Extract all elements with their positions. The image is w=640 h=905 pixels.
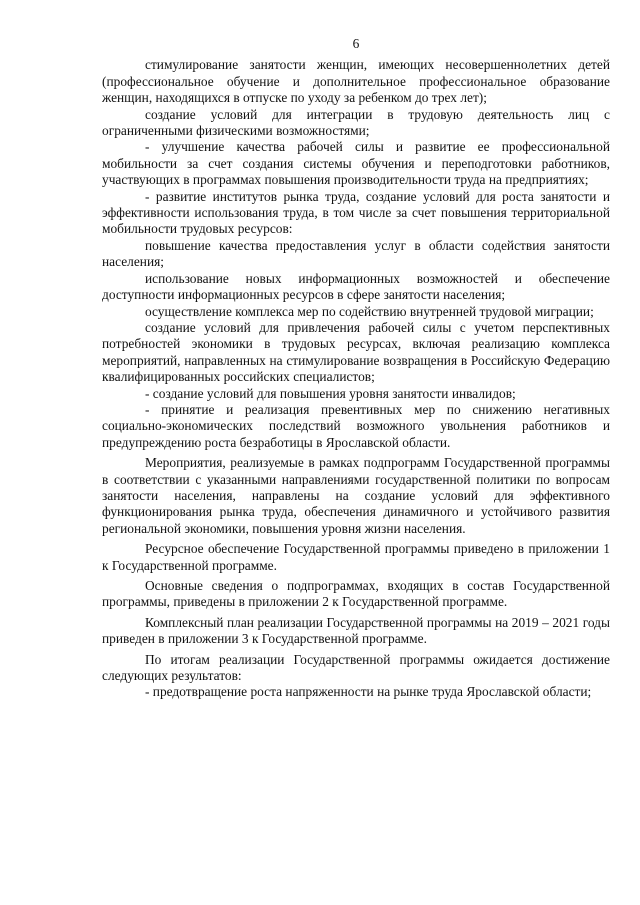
paragraph-information-resources: использование новых информационных возможностей и обеспечение доступности информационных ресурсов в сфере занятости населения;	[102, 270, 610, 303]
paragraph-service-quality: повышение качества предоставления услуг в области содействия занятости населения;	[102, 237, 610, 270]
paragraph-internal-migration: осуществление комплекса мер по содействию внутренней трудовой миграции;	[145, 303, 594, 319]
paragraph-subprogram-info: Основные сведения о подпрограммах, входящих в состав Государственной программы, приведены в приложении 2 к Государственной программе.	[102, 578, 610, 610]
paragraph-labor-market-institutions: - развитие институтов рынка труда, создание условий для роста занятости и эффективности использования труда, в том числе за счет повышения территориальной мобильности трудовых ресурсов:	[102, 188, 610, 237]
paragraph-implementation-plan: Комплексный план реализации Государственной программы на 2019 – 2021 годы приведен в приложении 3 к Государственной программе.	[102, 614, 610, 647]
paragraph-disabled-integration: создание условий для интеграции в трудовую деятельность лиц с ограниченными физическими возможностями;	[102, 106, 610, 139]
document-page	[102, 36, 610, 701]
paragraph-subprogram-activities: Мероприятия, реализуемые в рамках подпрограмм Государственной программы в соответствии с указанными направлениями государственной политики по вопросам занятости населения, направлены на создание условий для эффективного функционирования рынка труда, обеспечения динамичного и устойчивого развития региональной экономики, повышения уровня жизни населения.	[102, 455, 610, 536]
paragraph-preventive-measures: - принятие и реализация превентивных мер по снижению негативных социально-экономических последствий возможного увольнения работников и предупреждению роста безработицы в Ярославской области.	[102, 401, 610, 450]
paragraph-attracting-workforce: создание условий для привлечения рабочей силы с учетом перспективных потребностей экономики в трудовых ресурсах, включая реализацию комплекса мероприятий, направленных на стимулирование возвращения в Российскую Федерацию квалифицированных российских специалистов;	[102, 319, 610, 385]
paragraph-tension-prevention: - предотвращение роста напряженности на рынке труда Ярославской области;	[145, 684, 592, 700]
page-number: 6	[352, 36, 360, 51]
paragraph-women-employment: стимулирование занятости женщин, имеющих несовершеннолетних детей (профессиональное обучение и дополнительное профессиональное образование женщин, находящихся в отпуске по уходу за ребенком до трех лет);	[102, 57, 610, 106]
paragraph-workforce-quality: - улучшение качества рабочей силы и развитие ее профессиональной мобильности за счет создания системы обучения и переподготовки работников, участвующих в программах повышения производительности труда на предприятиях;	[102, 139, 610, 188]
paragraph-expected-results: По итогам реализации Государственной программы ожидается достижение следующих результатов:	[102, 651, 610, 684]
paragraph-disabled-employment: - создание условий для повышения уровня занятости инвалидов;	[145, 385, 516, 401]
paragraph-resource-provision: Ресурсное обеспечение Государственной программы приведено в приложении 1 к Государственной программе.	[102, 541, 610, 573]
